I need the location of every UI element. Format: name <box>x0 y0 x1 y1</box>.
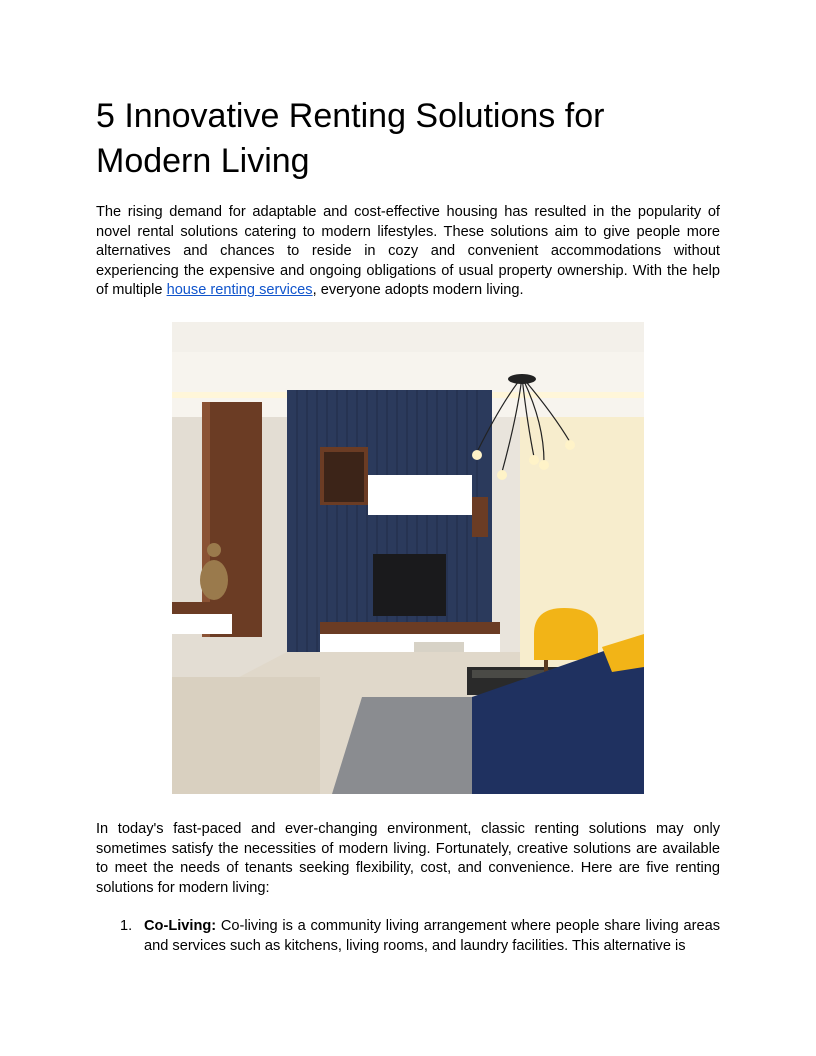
house-renting-services-link[interactable]: house renting services <box>166 282 313 298</box>
list-item-number: 1. <box>120 918 133 934</box>
intro-text-end: , everyone adopts modern living. <box>312 282 524 298</box>
page-title: 5 Innovative Renting Solutions for Modern Living <box>96 97 605 180</box>
body-paragraph: In today's fast-paced and ever-changing environment, classic renting solutions may only sometimes satisfy the necessities of modern living. Fortunately, creative solutions are available to meet the needs of tenants seeking flexibility, cost, and convenience. Here are five renting solutions for modern living: <box>96 821 720 896</box>
list-item <box>96 917 720 956</box>
intro-text: The rising demand for adaptable and cost-effective housing has resulted in the popularity of novel rental solutions catering to modern lifestyles. These solutions aim to give people more alternatives and chances to reside in cozy and convenient accommodations without experiencing the expensive and ongoing obligations of usual property ownership. With the help of multiple <box>96 204 720 298</box>
living-room-image <box>172 322 644 794</box>
solutions-list <box>96 917 720 956</box>
list-item-text: Co-living is a community living arrangement where people share living areas and services such as kitchens, living rooms, and laundry facilities. This alternative is <box>144 918 720 954</box>
list-item-heading: Co-Living: <box>144 918 217 934</box>
intro-paragraph <box>96 203 720 301</box>
